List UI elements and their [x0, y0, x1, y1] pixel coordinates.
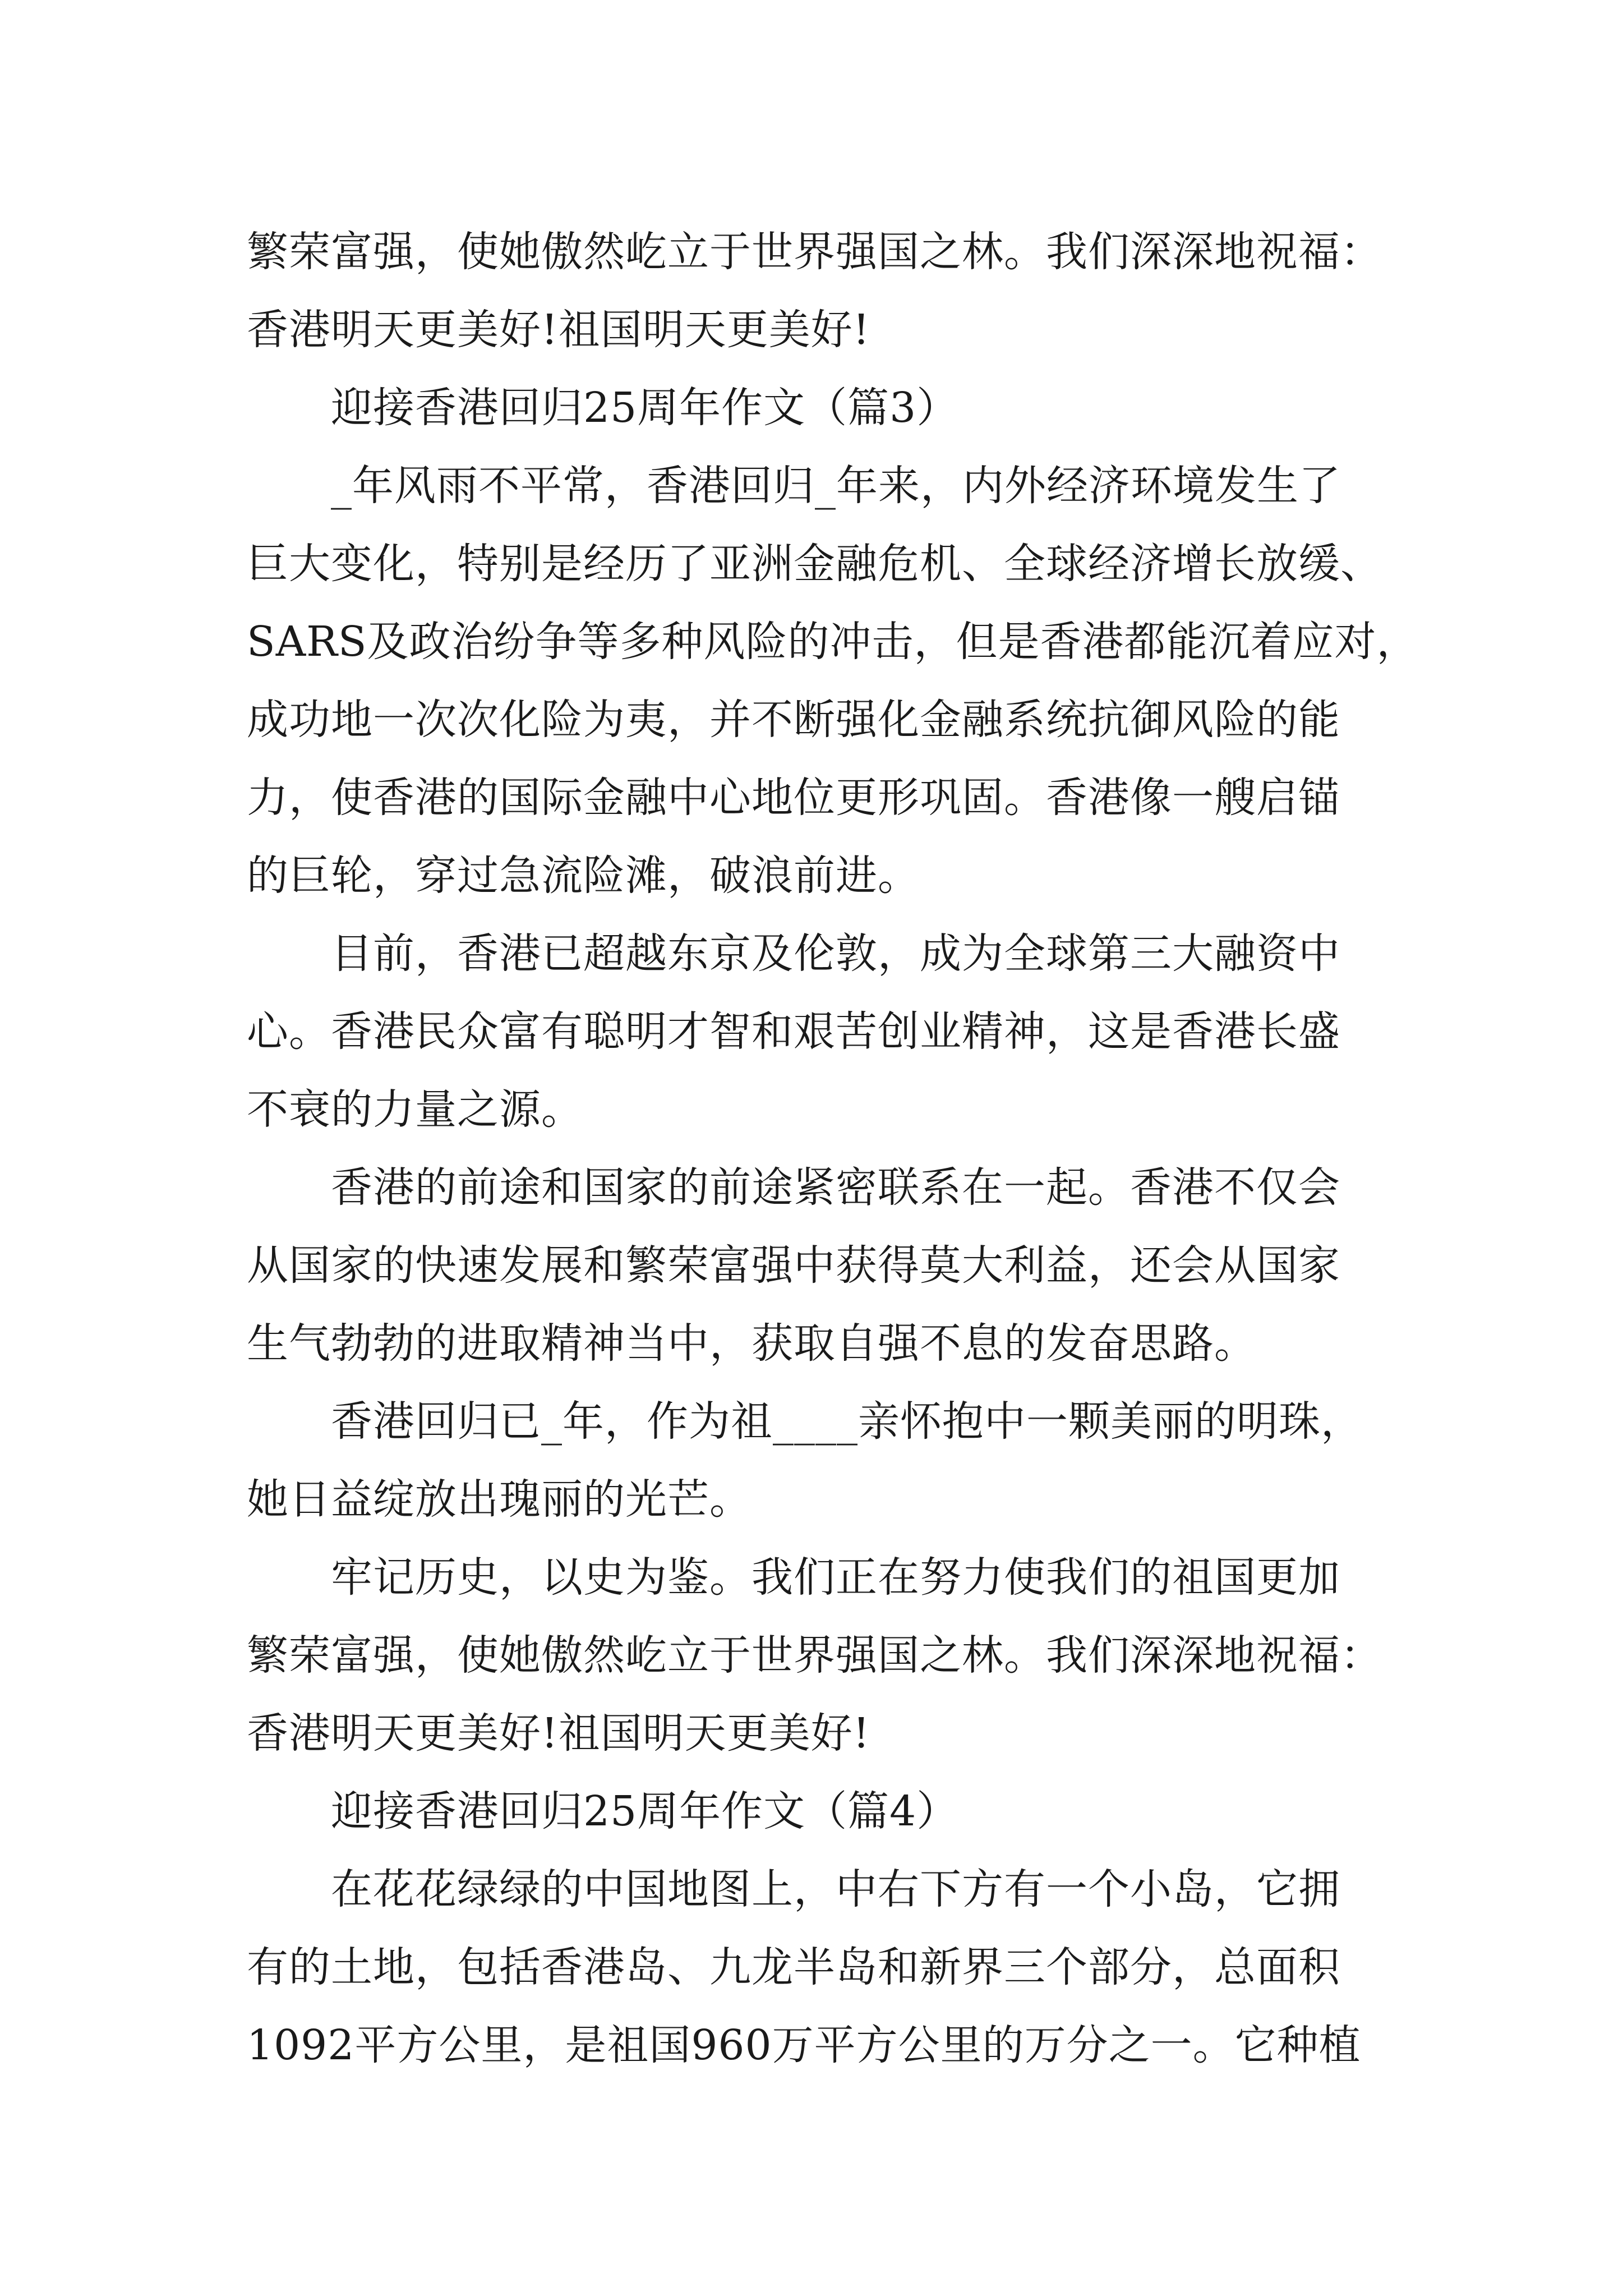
- text-line: 成功地一次次化险为夷，并不断强化金融系统抗御风险的能: [247, 696, 1340, 744]
- text-line: 目前，香港已超越东京及伦敦，成为全球第三大融资中: [331, 930, 1340, 978]
- text-line: 从国家的快速发展和繁荣富强中获得莫大利益，还会从国家: [247, 1241, 1340, 1290]
- text-line: 繁荣富强，使她傲然屹立于世界强国之林。我们深深地祝福：: [247, 228, 1382, 276]
- text-line: 香港明天更美好!祖国明天更美好!: [247, 306, 870, 354]
- text-line: 1092平方公里，是祖国960万平方公里的万分之一。它种植: [247, 2021, 1361, 2069]
- text-line: 巨大变化，特别是经历了亚洲金融危机、全球经济增长放缓、: [247, 540, 1382, 588]
- text-line: _年风雨不平常，香港回归_年来，内外经济环境发生了: [331, 462, 1341, 510]
- text-line: 生气勃勃的进取精神当中，获取自强不息的发奋思路。: [247, 1319, 1256, 1368]
- text-line: 有的土地，包括香港岛、九龙半岛和新界三个部分，总面积: [247, 1943, 1340, 1991]
- section-heading: 迎接香港回归25周年作文（篇3）: [331, 384, 959, 432]
- text-line: 不衰的力量之源。: [247, 1085, 583, 1134]
- text-line: 繁荣富强，使她傲然屹立于世界强国之林。我们深深地祝福：: [247, 1631, 1382, 1680]
- text-line: 力，使香港的国际金融中心地位更形巩固。香港像一艘启锚: [247, 774, 1340, 822]
- text-line: 心。香港民众富有聪明才智和艰苦创业精神，这是香港长盛: [247, 1007, 1340, 1056]
- section-heading: 迎接香港回归25周年作文（篇4）: [331, 1787, 959, 1835]
- text-line: SARS及政治纷争等多种风险的冲击，但是香港都能沉着应对，: [247, 618, 1419, 666]
- text-line: 在花花绿绿的中国地图上，中右下方有一个小岛，它拥: [331, 1865, 1340, 1913]
- text-line: 她日益绽放出瑰丽的光芒。: [247, 1475, 751, 1524]
- text-line: 的巨轮，穿过急流险滩，破浪前进。: [247, 852, 920, 900]
- text-line: 香港回归已_年，作为祖____亲怀抱中一颗美丽的明珠，: [331, 1397, 1363, 1446]
- text-line: 香港的前途和国家的前途紧密联系在一起。香港不仅会: [331, 1163, 1340, 1212]
- text-line: 香港明天更美好!祖国明天更美好!: [247, 1709, 870, 1757]
- text-line: 牢记历史，以史为鉴。我们正在努力使我们的祖国更加: [331, 1553, 1340, 1602]
- document-body: [247, 213, 1419, 2085]
